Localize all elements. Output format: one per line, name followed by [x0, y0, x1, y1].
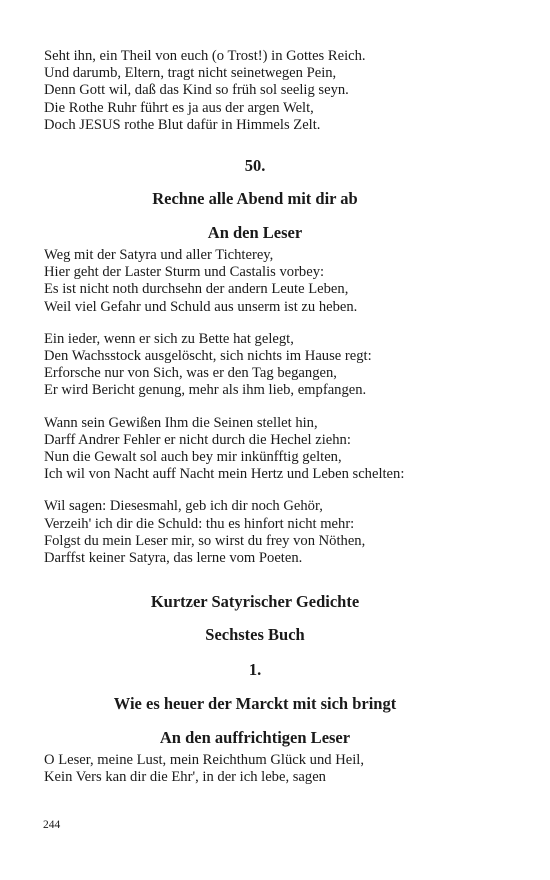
stanza [44, 498, 464, 567]
verse-line: Verzeih' ich dir die Schuld: thu es hinfort nicht mehr: [44, 515, 355, 532]
verse-line: Darffst keiner Satyra, das lerne vom Poeten. [44, 550, 303, 567]
poem-dedication: An den auffrichtigen Leser [159, 728, 351, 748]
verse-line: Wann sein Gewißen Ihm die Seinen stellet hin, [44, 414, 318, 431]
poem-title: Rechne alle Abend mit dir ab [152, 189, 358, 209]
verse-line: Ein ieder, wenn er sich zu Bette hat gelegt, [44, 330, 294, 347]
verse-line: Erforsche nur von Sich, was er den Tag begangen, [44, 365, 337, 382]
verse-line: Darff Andrer Fehler er nicht durch die Hechel ziehn: [44, 431, 351, 448]
stanza [44, 247, 464, 316]
stanza [44, 415, 464, 484]
verse-line: Kein Vers kan dir die Ehr', in der ich lebe, sagen [44, 769, 326, 786]
poem-number: 1. [248, 660, 262, 680]
page-body [44, 48, 464, 787]
stanza-top [44, 48, 464, 134]
poem-number: 50. [244, 156, 266, 176]
verse-line: Hier geht der Laster Sturm und Castalis vorbey: [44, 264, 325, 281]
book-title: Kurtzer Satyrischer Gedichte [150, 592, 360, 612]
verse-line: Wil sagen: Diesesmahl, geb ich dir noch Gehör, [44, 498, 323, 515]
stanza [44, 331, 464, 400]
verse-line: Er wird Bericht genung, mehr als ihm lieb, empfangen. [44, 382, 367, 399]
verse-line: Seht ihn, ein Theil von euch (o Trost!) in Gottes Reich. [44, 48, 366, 64]
verse-line: Den Wachsstock ausgelöscht, sich nichts im Hause regt: [44, 348, 372, 365]
page-number: 244 [43, 819, 61, 831]
verse-line: Nun die Gewalt sol auch bey mir inkünfftig gelten, [44, 449, 342, 466]
verse-line: O Leser, meine Lust, mein Reichthum Glück und Heil, [44, 752, 365, 769]
verse-line: Folgst du mein Leser mir, so wirst du frey von Nöthen, [44, 532, 366, 549]
verse-line: Die Rothe Ruhr führt es ja aus der argen Welt, [44, 99, 314, 116]
verse-line: Es ist nicht noth durchsehn der andern Leute Leben, [44, 281, 349, 298]
verse-line: Weg mit der Satyra und aller Tichterey, [44, 247, 274, 264]
poem-dedication: An den Leser [207, 223, 303, 243]
verse-line: Weil viel Gefahr und Schuld aus unserm ist zu heben. [44, 298, 358, 315]
verse-line: Ich wil von Nacht auff Nacht mein Hertz und Leben schelten: [44, 466, 405, 483]
poem-title: Wie es heuer der Marckt mit sich bringt [113, 694, 397, 714]
book-subtitle: Sechstes Buch [205, 625, 305, 645]
verse-line: Und darumb, Eltern, tragt nicht seinetwegen Pein, [44, 65, 337, 82]
verse-line: Denn Gott wil, daß das Kind so früh sol seelig seyn. [44, 82, 349, 99]
verse-line: Doch JESUS rothe Blut dafür in Himmels Zelt. [44, 116, 321, 133]
stanza [44, 752, 464, 786]
